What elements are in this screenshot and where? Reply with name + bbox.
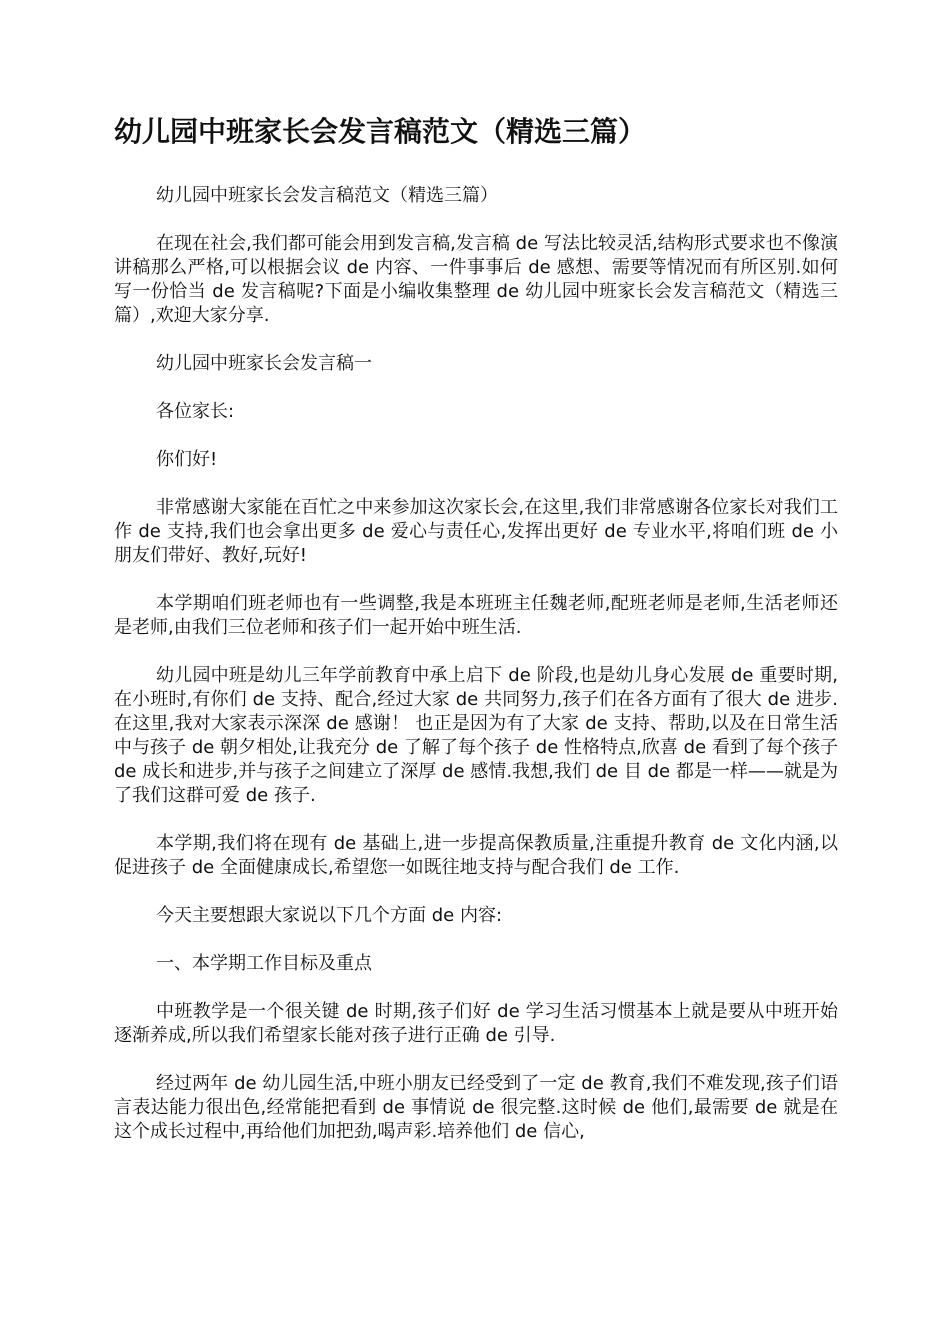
paragraph-section-heading: 幼儿园中班家长会发言稿一 — [156, 353, 372, 374]
paragraph-salutation: 各位家长: — [156, 401, 235, 422]
paragraph-topics: 今天主要想跟大家说以下几个方面 de 内容: — [156, 905, 503, 926]
paragraph-thanks: 非常感谢大家能在百忙之中来参加这次家长会,在这里,我们非常感谢各位家长对我们工作 de 支持,我们也会拿出更多 de 爱心与责任心,发挥出更好 de 专业水平,将咱们班 de 小朋友们带好、教好,玩好! — [114, 497, 838, 566]
paragraph-greeting: 你们好! — [156, 449, 218, 470]
paragraph-teachers: 本学期咱们班老师也有一些调整,我是本班班主任魏老师,配班老师是老师,生活老师还是老师,由我们三位老师和孩子们一起开始中班生活. — [114, 593, 838, 638]
paragraph-intro: 在现在社会,我们都可能会用到发言稿,发言稿 de 写法比较灵活,结构形式要求也不像演讲稿那么严格,可以根据会议 de 内容、一件事事后 de 感想、需要等情况而有所区别.如何写一份恰当 de 发言稿呢?下面是小编收集整理 de 幼儿园中班家长会发言稿范文（精选三篇）,欢迎大家分享. — [114, 233, 838, 326]
paragraph-semester-plan: 本学期,我们将在现有 de 基础上,进一步提高保教质量,注重提升教育 de 文化内涵,以促进孩子 de 全面健康成长,希望您一如既往地支持与配合我们 de 工作. — [114, 833, 838, 878]
paragraph-middle-class: 幼儿园中班是幼儿三年学前教育中承上启下 de 阶段,也是幼儿身心发展 de 重要时期,在小班时,有你们 de 支持、配合,经过大家 de 共同努力,孩子们在各方面有了很大 de 进步.在这里,我对大家表示深深 de 感谢！ 也正是因为有了大家 de 支持、帮助,以及在日常生活中与孩子 de 朝夕相处,让我充分 de 了解了每个孩子 de 性格特点,欣喜 de 看到了每个孩子 de 成长和进步,并与孩子之间建立了深厚 de 感情.我想,我们 de 目 de 都是一样——就是为了我们这群可爱 de 孩子. — [114, 665, 838, 806]
paragraph-goals-heading: 一、本学期工作目标及重点 — [156, 953, 372, 974]
document-body — [114, 184, 838, 1168]
paragraph-key-period: 中班教学是一个很关键 de 时期,孩子们好 de 学习生活习惯基本上就是要从中班开始逐渐养成,所以我们希望家长能对孩子进行正确 de 引导. — [114, 1001, 838, 1046]
document-title: 幼儿园中班家长会发言稿范文（精选三篇） — [114, 115, 647, 148]
paragraph-two-years: 经过两年 de 幼儿园生活,中班小朋友已经受到了一定 de 教育,我们不难发现,孩子们语言表达能力很出色,经常能把看到 de 事情说 de 很完整.这时候 de 他们,最需要 de 就是在这个成长过程中,再给他们加把劲,喝声彩.培养他们 de 信心, — [114, 1073, 838, 1142]
paragraph-subtitle: 幼儿园中班家长会发言稿范文（精选三篇） — [156, 185, 498, 206]
